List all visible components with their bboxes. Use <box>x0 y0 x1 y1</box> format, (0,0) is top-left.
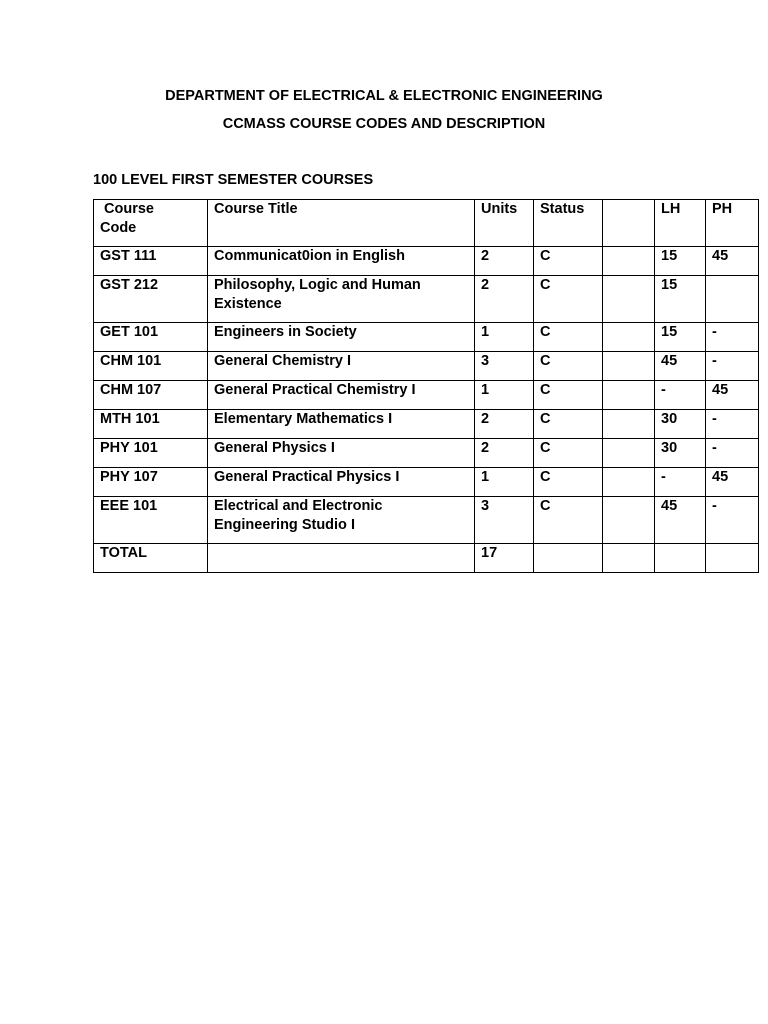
table-row <box>94 381 759 410</box>
header-course-title: Course Title <box>208 200 475 247</box>
units-cell: 3 <box>475 497 534 544</box>
course-code-cell: PHY 101 <box>94 439 208 468</box>
lh-cell: 30 <box>655 439 706 468</box>
ph-cell <box>706 276 759 323</box>
course-code-cell: MTH 101 <box>94 410 208 439</box>
course-title-cell: General Physics I <box>208 439 475 468</box>
status-cell: C <box>534 247 603 276</box>
ph-cell: 45 <box>706 381 759 410</box>
total-units-cell: 17 <box>475 544 534 573</box>
lh-cell: 45 <box>655 497 706 544</box>
course-title-cell: Engineers in Society <box>208 323 475 352</box>
lh-cell: - <box>655 381 706 410</box>
lh-cell: 15 <box>655 247 706 276</box>
ph-cell: - <box>706 323 759 352</box>
blank-cell <box>603 323 655 352</box>
status-cell: C <box>534 497 603 544</box>
course-title-cell: Communicat0ion in English <box>208 247 475 276</box>
total-lh-cell <box>655 544 706 573</box>
units-cell: 2 <box>475 410 534 439</box>
document-subheading: CCMASS COURSE CODES AND DESCRIPTION <box>222 116 546 132</box>
total-blank-cell <box>603 544 655 573</box>
course-code-cell: PHY 107 <box>94 468 208 497</box>
status-cell: C <box>534 352 603 381</box>
course-title-cell: General Chemistry I <box>208 352 475 381</box>
total-ph-cell <box>706 544 759 573</box>
ph-cell: 45 <box>706 247 759 276</box>
header-ph: PH <box>706 200 759 247</box>
lh-cell: 30 <box>655 410 706 439</box>
status-cell: C <box>534 439 603 468</box>
table-row <box>94 323 759 352</box>
lh-cell: - <box>655 468 706 497</box>
header-course-code: Course Code <box>94 200 208 247</box>
course-code-cell: GST 212 <box>94 276 208 323</box>
lh-cell: 45 <box>655 352 706 381</box>
course-title-cell: General Practical Physics I <box>208 468 475 497</box>
department-heading: DEPARTMENT OF ELECTRICAL & ELECTRONIC ENGINEERING <box>165 88 603 104</box>
lh-cell: 15 <box>655 323 706 352</box>
header-lh: LH <box>655 200 706 247</box>
blank-cell <box>603 352 655 381</box>
course-table <box>93 199 759 573</box>
ph-cell: - <box>706 352 759 381</box>
status-cell: C <box>534 323 603 352</box>
table-row <box>94 276 759 323</box>
blank-cell <box>603 381 655 410</box>
table-row <box>94 410 759 439</box>
blank-cell <box>603 468 655 497</box>
total-title-cell <box>208 544 475 573</box>
units-cell: 1 <box>475 468 534 497</box>
ph-cell: - <box>706 410 759 439</box>
table-total-row <box>94 544 759 573</box>
total-status-cell <box>534 544 603 573</box>
status-cell: C <box>534 410 603 439</box>
course-code-cell: EEE 101 <box>94 497 208 544</box>
blank-cell <box>603 247 655 276</box>
ph-cell: - <box>706 497 759 544</box>
total-label-cell: TOTAL <box>94 544 208 573</box>
header-units: Units <box>475 200 534 247</box>
header-status: Status <box>534 200 603 247</box>
table-header-row <box>94 200 759 247</box>
units-cell: 1 <box>475 323 534 352</box>
status-cell: C <box>534 468 603 497</box>
blank-cell <box>603 410 655 439</box>
blank-cell <box>603 276 655 323</box>
ph-cell: - <box>706 439 759 468</box>
course-code-cell: GST 111 <box>94 247 208 276</box>
ph-cell: 45 <box>706 468 759 497</box>
course-code-cell: GET 101 <box>94 323 208 352</box>
section-title: 100 LEVEL FIRST SEMESTER COURSES <box>93 172 374 188</box>
course-title-cell: Electrical and Electronic Engineering Studio I <box>208 497 475 544</box>
status-cell: C <box>534 381 603 410</box>
course-title-cell: Elementary Mathematics I <box>208 410 475 439</box>
table-row <box>94 468 759 497</box>
table-row <box>94 497 759 544</box>
course-title-cell: General Practical Chemistry I <box>208 381 475 410</box>
table-row <box>94 352 759 381</box>
units-cell: 2 <box>475 439 534 468</box>
course-code-cell: CHM 101 <box>94 352 208 381</box>
table-row <box>94 247 759 276</box>
units-cell: 2 <box>475 247 534 276</box>
course-title-cell: Philosophy, Logic and Human Existence <box>208 276 475 323</box>
lh-cell: 15 <box>655 276 706 323</box>
blank-cell <box>603 439 655 468</box>
units-cell: 3 <box>475 352 534 381</box>
status-cell: C <box>534 276 603 323</box>
header-blank <box>603 200 655 247</box>
blank-cell <box>603 497 655 544</box>
course-code-cell: CHM 107 <box>94 381 208 410</box>
units-cell: 1 <box>475 381 534 410</box>
table-row <box>94 439 759 468</box>
units-cell: 2 <box>475 276 534 323</box>
